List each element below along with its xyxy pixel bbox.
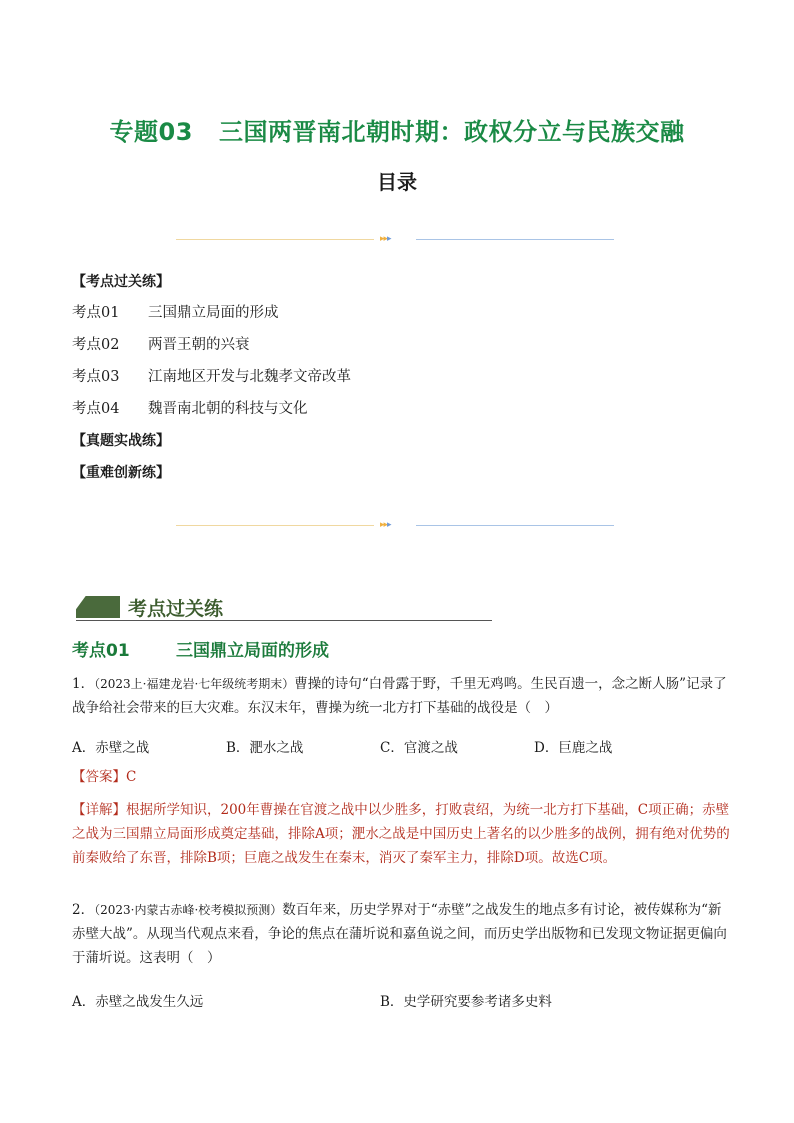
explanation <box>72 798 732 870</box>
option-b[interactable]: B．史学研究要参考诸多史料 <box>380 994 552 1010</box>
toc-section-3[interactable]: 【重难创新练】 <box>72 465 170 481</box>
divider-bottom <box>176 521 616 531</box>
kp-heading <box>72 636 329 661</box>
section-banner-label: 考点过关练 <box>128 598 224 620</box>
option-b[interactable]: B．淝水之战 <box>226 740 304 756</box>
banner-block-icon <box>76 596 120 618</box>
answer-line <box>72 765 732 789</box>
question-source: （2023上·福建龙岩·七年级统考期末） <box>94 677 295 691</box>
arrows-icon: ▸▸▸ <box>380 234 391 244</box>
answer-value: C <box>126 769 137 785</box>
topic-title <box>0 112 794 147</box>
question-source: （2023·内蒙古赤峰·校考模拟预测） <box>94 903 283 917</box>
toc-title: 目录 <box>377 170 417 194</box>
toc-item-2[interactable]: 考点02 两晋王朝的兴衰 <box>72 337 250 353</box>
option-d[interactable]: D．巨鹿之战 <box>534 740 613 756</box>
question-2-stem: 2．（2023·内蒙古赤峰·校考模拟预测）数百年来，历史学界对于“赤壁”之战发生的地点多有讨论，被传媒称为“新赤壁大战”。从现当代观点来看，争论的焦点在蒲圻说和嘉鱼说之间，而历史学出版物和已发现文物证据更偏向于蒲圻说。这表明（ ） <box>72 902 727 966</box>
kp-key: 考点01 <box>72 641 130 661</box>
toc-item-4[interactable]: 考点04 魏晋南北朝的科技与文化 <box>72 401 308 417</box>
toc-item-3[interactable]: 考点03 江南地区开发与北魏孝文帝改革 <box>72 369 351 385</box>
option-a[interactable]: A．赤壁之战发生久远 <box>72 994 204 1010</box>
topic-number: 专题03 <box>109 118 193 146</box>
toc-item-1[interactable]: 考点01 三国鼎立局面的形成 <box>72 305 279 321</box>
divider-top <box>176 235 616 245</box>
toc-section-1[interactable]: 【考点过关练】 <box>72 274 170 290</box>
answer-label: 【答案】 <box>72 769 126 785</box>
toc-section-2[interactable]: 【真题实战练】 <box>72 433 170 449</box>
question-1-stem: 1．（2023上·福建龙岩·七年级统考期末）曹操的诗句“白骨露于野，千里无鸡鸣。生民百遗一，念之断人肠”记录了战争给社会带来的巨大灾难。东汉末年，曹操为统一北方打下基础的战役是（ ） <box>72 676 727 716</box>
detail-label: 【详解】 <box>72 802 126 818</box>
option-a[interactable]: A．赤壁之战 <box>72 740 150 756</box>
section-banner <box>76 594 492 621</box>
detail-text: 根据所学知识，200年曹操在官渡之战中以少胜多，打败袁绍，为统一北方打下基础，C项正确；赤壁之战为三国鼎立局面形成奠定基础，排除A项；淝水之战是中国历史上著名的以少胜多的战例，拥有绝对优势的前秦败给了东晋，排除B项；巨鹿之战发生在秦末，消灭了秦军主力，排除D项。故选C项。 <box>72 802 730 866</box>
topic-heading: 三国两晋南北朝时期：政权分立与民族交融 <box>218 118 685 146</box>
arrows-icon: ▸▸▸ <box>380 520 391 530</box>
kp-label: 三国鼎立局面的形成 <box>176 641 329 661</box>
option-c[interactable]: C．官渡之战 <box>380 740 458 756</box>
